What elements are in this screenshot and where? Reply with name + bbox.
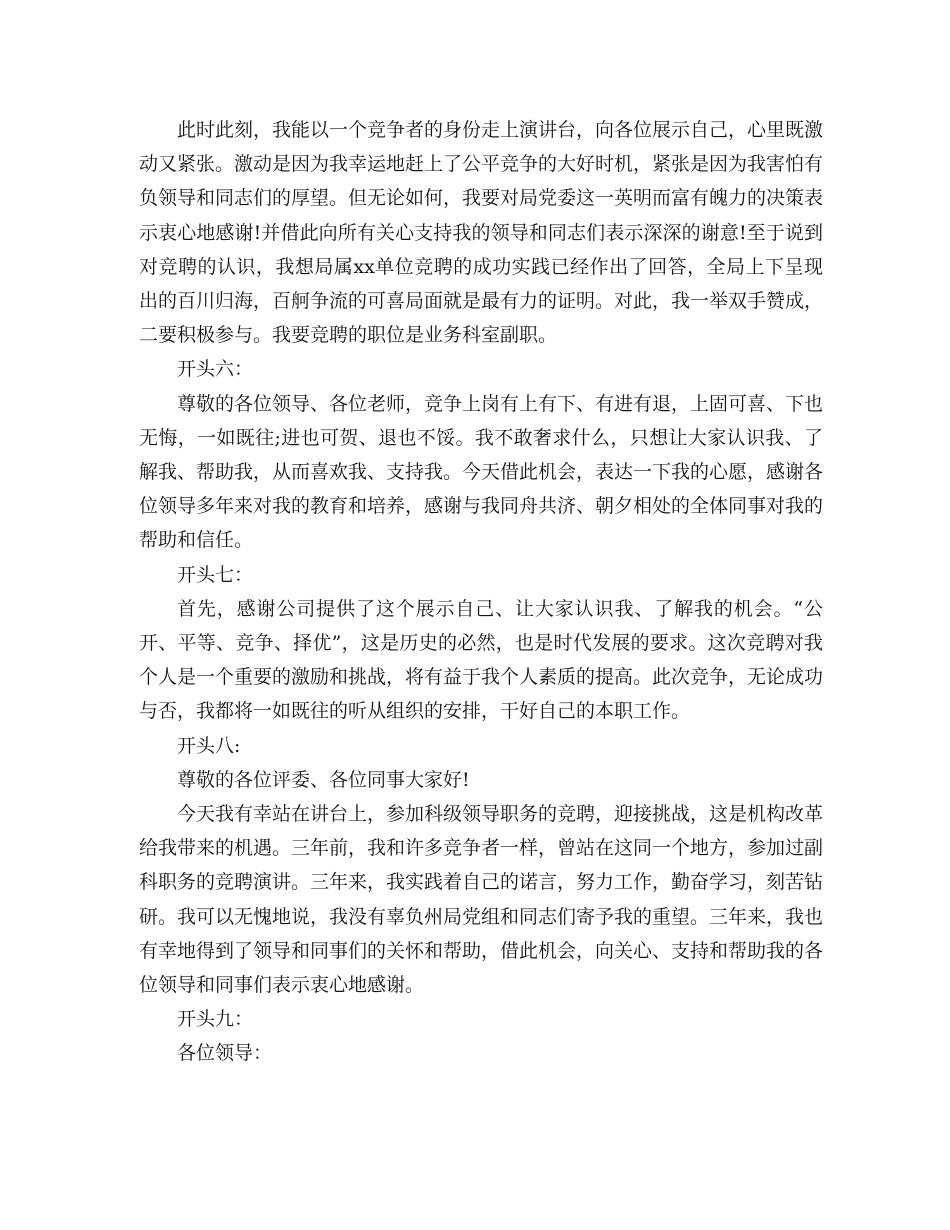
document-body bbox=[139, 113, 823, 1071]
heading-opening-seven: 开头七： bbox=[177, 563, 254, 586]
heading-opening-eight: 开头八: bbox=[177, 734, 241, 757]
paragraph-opening-seven: 首先，感谢公司提供了这个展示自己、让大家认识我、了解我的机会。“公开、平等、竞争、择优”，这是历史的必然，也是时代发展的要求。这次竞聘对我个人是一个重要的激励和挑战，将有益于我个人素质的提高。此次竞争，无论成功与否，我都将一如既往的听从组织的安排，干好自己的本职工作。 bbox=[139, 597, 824, 723]
paragraph-opening-six: 尊敬的各位领导、各位老师，竞争上岗有上有下、有进有退，上固可喜、下也无悔，一如既往;进也可贺、退也不馁。我不敢奢求什么，只想让大家认识我、了解我、帮助我，从而喜欢我、支持我。今天借此机会，表达一下我的心愿，感谢各位领导多年来对我的教育和培养，感谢与我同舟共济、朝夕相处的全体同事对我的帮助和信任。 bbox=[139, 392, 824, 552]
paragraph-intro: 此时此刻，我能以一个竞争者的身份走上演讲台，向各位展示自己，心里既激动又紧张。激动是因为我幸运地赶上了公平竞争的大好时机，紧张是因为我害怕有负领导和同志们的厚望。但无论如何，我要对局党委这一英明而富有魄力的决策表示衷心地感谢!并借此向所有关心支持我的领导和同志们表示深深的谢意!至于说到对竞聘的认识，我想局属xx单位竞聘的成功实践已经作出了回答，全局上下呈现出的百川归海，百舸争流的可喜局面就是最有力的证明。对此，我一举双手赞成，二要积极参与。我要竞聘的职位是业务科室副职。 bbox=[139, 119, 824, 347]
paragraph-greeting-eight: 尊敬的各位评委、各位同事大家好! bbox=[177, 768, 470, 791]
paragraph-greeting-nine: 各位领导： bbox=[177, 1042, 273, 1065]
paragraph-opening-eight: 今天我有幸站在讲台上，参加科级领导职务的竞聘，迎接挑战，这是机构改革给我带来的机遇。三年前，我和许多竞争者一样，曾站在这同一个地方，参加过副科职务的竞聘演讲。三年来，我实践着自己的诺言，努力工作，勤奋学习，刻苦钻研。我可以无愧地说，我没有辜负州局党组和同志们寄予我的重望。三年来，我也有幸地得到了领导和同事们的关怀和帮助，借此机会，向关心、支持和帮助我的各位领导和同事们表示衷心地感谢。 bbox=[139, 803, 824, 997]
heading-opening-six: 开头六： bbox=[177, 358, 254, 381]
heading-opening-nine: 开头九： bbox=[177, 1008, 254, 1031]
